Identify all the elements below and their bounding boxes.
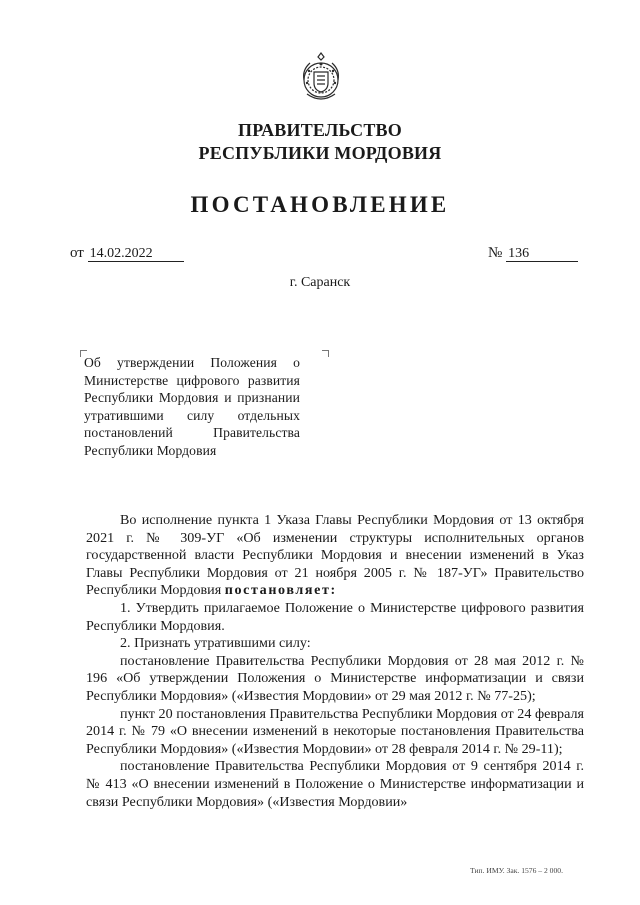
city: г. Саранск — [289, 275, 351, 290]
org-name-line2: РЕСПУБЛИКИ МОРДОВИЯ — [198, 143, 442, 163]
number-prefix: № — [488, 245, 503, 261]
preamble-paragraph — [86, 512, 584, 600]
document-type: ПОСТАНОВЛЕНИЕ — [190, 192, 450, 217]
number-row — [488, 245, 578, 262]
coat-of-arms-icon — [297, 50, 345, 106]
document-subject: Об утверждении Положения о Министерстве цифрового развития Республики Мордовия и признании утратившими силу отдельных постановлений Правительства Республики Мордовия — [84, 355, 300, 458]
repealed-item-3: постановление Правительства Республики Мордовия от 9 сентября 2014 г. № 413 «О внесении изменений в Положение о Министерстве информатизации и связи Республики Мордовия» («Известия Мордовии» — [86, 758, 584, 810]
subject-corner-right — [322, 350, 329, 357]
resolves-keyword: постановляет: — [224, 582, 337, 599]
document-date: 14.02.2022 — [88, 247, 184, 262]
clause-1: 1. Утвердить прилагаемое Положение о Министерстве цифрового развития Республики Мордовия. — [86, 599, 584, 634]
clause-2: 2. Признать утратившими силу: — [120, 635, 311, 652]
repealed-item-1: постановление Правительства Республики Мордовия от 28 мая 2012 г. № 196 «Об утверждении Положения о Министерстве информатизации и связи Республики Мордовия» («Известия Мордовии» от 29 мая 2012 г. № 77-25); — [86, 652, 584, 704]
preamble-text: Во исполнение пункта 1 Указа Главы Республики Мордовия от 13 октября 2021 г. № 309-УГ «Об изменении структуры исполнительных органов государственной власти Республики Мордовия и внесении изменений в Указ Главы Республики Мордовия от 21 ноября 2005 г. № 187-УГ» Правительство Республики Мордовия — [86, 512, 584, 599]
document-body — [86, 512, 584, 811]
date-row — [70, 245, 184, 262]
date-prefix: от — [70, 245, 84, 261]
document-number: 136 — [506, 247, 578, 262]
org-name-line1: ПРАВИТЕЛЬСТВО — [238, 120, 402, 140]
repealed-item-2: пункт 20 постановления Правительства Республики Мордовия от 24 февраля 2014 г. № 79 «О внесении изменений в некоторые постановления Правительства Республики Мордовия» («Известия Мордовии» от 28 февраля 2014 г. № 29-11); — [86, 705, 584, 757]
print-info: Тип. ИМУ. Зак. 1576 – 2 000. — [470, 866, 563, 875]
